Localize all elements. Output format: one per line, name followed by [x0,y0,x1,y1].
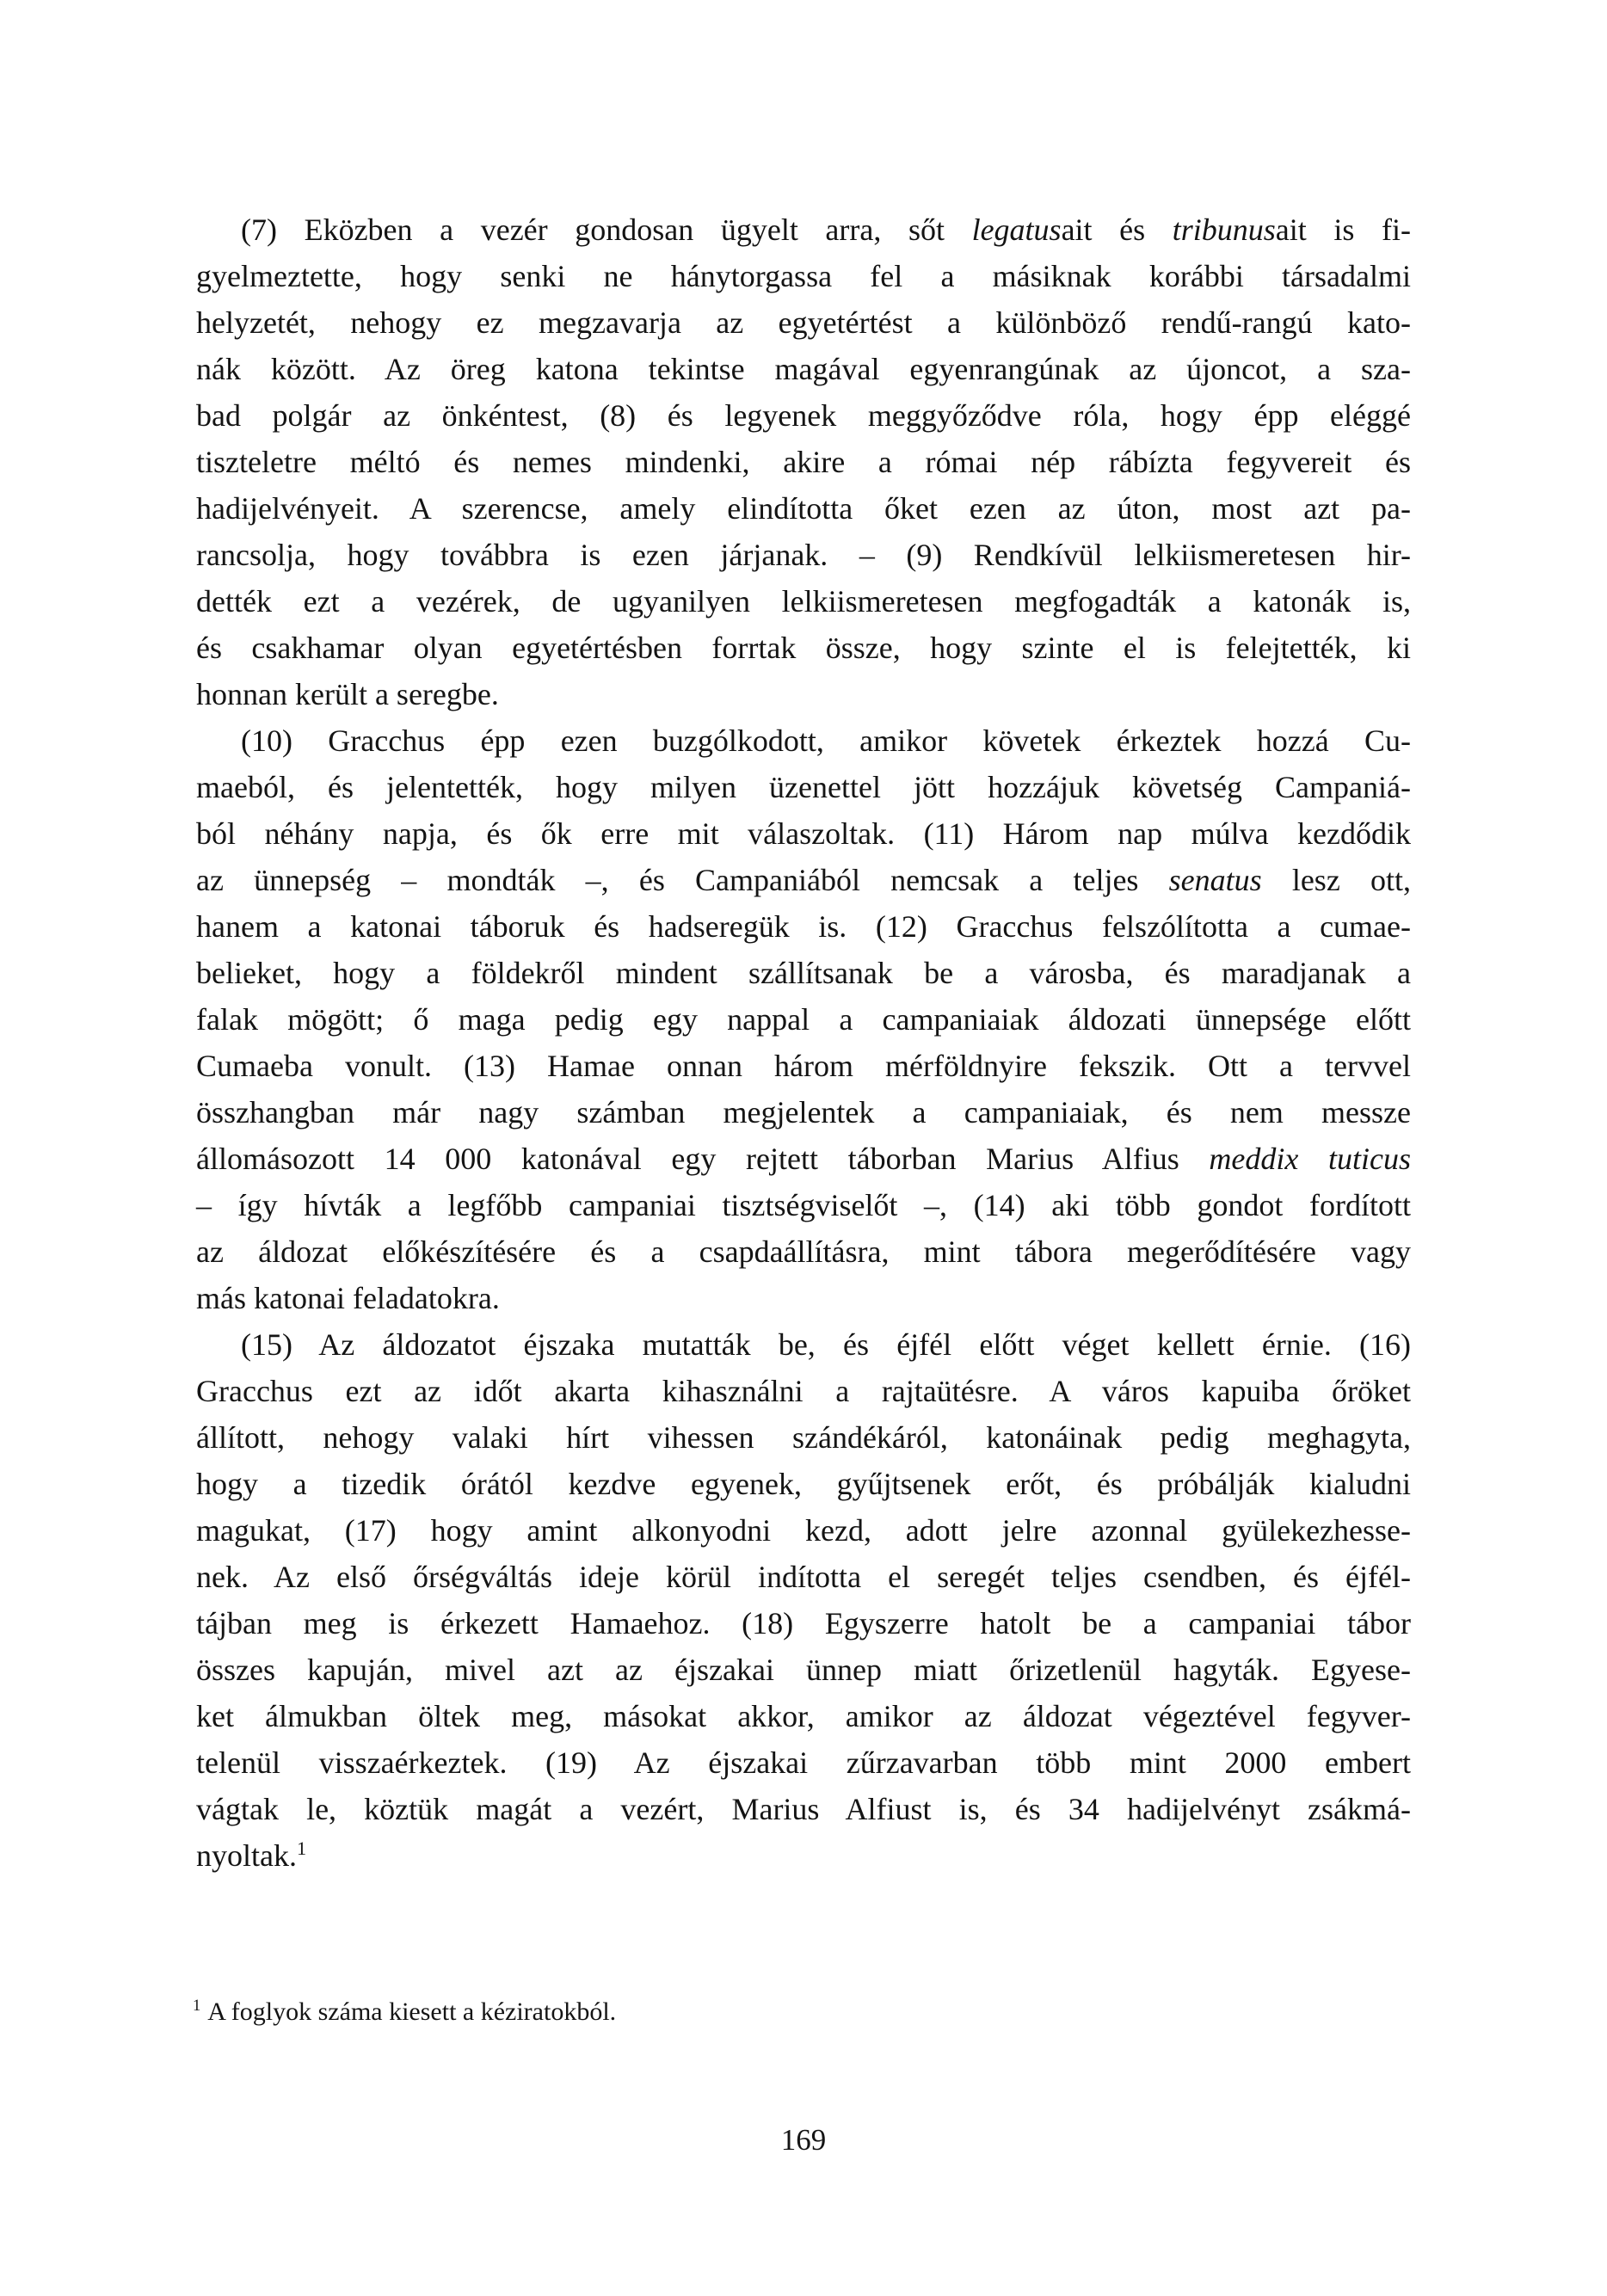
body-text [196,206,1411,1879]
text-line [196,439,1411,485]
text-segment: hanem a katonai táboruk és hadseregük is. (12) Gracchus felszólította a cumae- [196,909,1411,944]
text-segment: ból néhány napja, és ők erre mit válaszoltak. (11) Három nap múlva kezdődik [196,816,1411,851]
text-segment: – így hívták a legfőbb campaniai tisztségviselőt –, (14) aki több gondot fordított [196,1188,1411,1222]
text-segment: hadijelvényeit. A szerencse, amely elindította őket ezen az úton, most azt pa- [196,491,1411,526]
text-line [196,717,1411,764]
text-line [196,392,1411,439]
text-line [196,206,1411,253]
text-segment: telenül visszaérkeztek. (19) Az éjszakai zűrzavarban több mint 2000 embert [196,1745,1411,1780]
text-line [196,1368,1411,1414]
text-segment: összhangban már nagy számban megjelentek a campaniaiak, és nem messze [196,1095,1411,1130]
text-segment: nek. Az első őrségváltás ideje körül indította el seregét teljes csendben, és éjfél- [196,1560,1411,1594]
latin-term: meddix tuticus [1209,1142,1411,1176]
text-line [196,764,1411,810]
text-segment: ait is fi- [1275,212,1411,247]
text-segment: összes kapuján, mivel azt az éjszakai ünnep miatt őrizetlenül hagyták. Egyese- [196,1653,1411,1687]
text-line [196,1321,1411,1368]
text-segment: nyoltak. [196,1838,297,1873]
text-line [196,346,1411,392]
text-line [196,1043,1411,1089]
text-segment: bad polgár az önkéntest, (8) és legyenek meggyőződve róla, hogy épp eléggé [196,398,1411,433]
text-segment: falak mögött; ő maga pedig egy nappal a campaniaiak áldozati ünnepsége előtt [196,1002,1411,1037]
text-segment: más katonai feladatokra. [196,1281,500,1315]
paragraph [196,1321,1411,1879]
text-segment: belieket, hogy a földekről mindent szállítsanak be a városba, és maradjanak a [196,956,1411,990]
text-segment: magukat, (17) hogy amint alkonyodni kezd, adott jelre azonnal gyülekezhesse- [196,1513,1411,1548]
text-line [196,857,1411,903]
text-segment: Cumaeba vonult. (13) Hamae onnan három mérföldnyire fekszik. Ott a tervvel [196,1049,1411,1083]
text-segment: állított, nehogy valaki hírt vihessen szándékáról, katonáinak pedig meghagyta, [196,1420,1411,1455]
text-line [196,1461,1411,1507]
text-line [196,1089,1411,1136]
text-line [196,671,1411,717]
text-line [196,1647,1411,1693]
text-line [196,1136,1411,1182]
text-segment: hogy a tizedik órától kezdve egyenek, gyűjtsenek erőt, és próbálják kialudni [196,1467,1411,1501]
text-line [196,1832,1411,1879]
text-line [196,950,1411,996]
text-segment: honnan került a seregbe. [196,677,499,711]
text-line [196,1507,1411,1554]
text-segment: az ünnepség – mondták –, és Campaniából nemcsak a teljes [196,863,1169,897]
text-line [196,1739,1411,1786]
text-segment: tájban meg is érkezett Hamaehoz. (18) Egyszerre hatolt be a campaniai tábor [196,1606,1411,1640]
footnote-reference: 1 [296,1837,307,1859]
paragraph [196,206,1411,717]
text-segment: (10) Gracchus épp ezen buzgólkodott, amikor követek érkeztek hozzá Cu- [241,723,1411,758]
text-line [196,1693,1411,1739]
text-line [196,578,1411,625]
text-segment: nák között. Az öreg katona tekintse magával egyenrangúnak az újoncot, a sza- [196,352,1411,386]
paragraph [196,717,1411,1321]
text-segment: állomásozott 14 000 katonával egy rejtett táborban Marius Alfius [196,1142,1210,1176]
text-segment: helyzetét, nehogy ez megzavarja az egyetértést a különböző rendű-rangú kato- [196,305,1411,340]
footnote-text: A foglyok száma kiesett a kéziratokból. [207,1997,617,2026]
latin-term: senatus [1168,863,1262,897]
text-line [196,996,1411,1043]
text-line [196,1182,1411,1228]
text-line [196,1600,1411,1647]
text-segment: az áldozat előkészítésére és a csapdaállításra, mint tábora megerődítésére vagy [196,1234,1411,1269]
latin-term: tribunus [1172,212,1276,247]
text-segment: (7) Eközben a vezér gondosan ügyelt arra, sőt [241,212,972,247]
text-line [196,299,1411,346]
text-segment: ket álmukban öltek meg, másokat akkor, amikor az áldozat végeztével fegyver- [196,1699,1411,1733]
text-segment: dették ezt a vezérek, de ugyanilyen lelkiismeretesen megfogadták a katonák is, [196,584,1411,619]
text-segment: gyelmeztette, hogy senki ne hánytorgassa fel a másiknak korábbi társadalmi [196,259,1411,293]
text-line [196,810,1411,857]
text-line [196,1554,1411,1600]
text-line [196,1275,1411,1321]
text-line [196,1414,1411,1461]
text-segment: vágtak le, köztük magát a vezért, Marius Alfiust is, és 34 hadijelvényt zsákmá- [196,1792,1411,1826]
text-segment: (15) Az áldozatot éjszaka mutatták be, és éjfél előtt véget kellett érnie. (16) [241,1327,1411,1362]
text-line [196,903,1411,950]
text-line [196,253,1411,299]
text-line [196,485,1411,532]
page-number: 169 [780,2123,827,2157]
text-segment: rancsolja, hogy továbbra is ezen járjanak. – (9) Rendkívül lelkiismeretesen hir- [196,538,1411,572]
latin-term: legatus [971,212,1062,247]
text-line [196,532,1411,578]
text-segment: maeból, és jelentették, hogy milyen üzenettel jött hozzájuk követség Campaniá- [196,770,1411,804]
text-segment: és csakhamar olyan egyetértésben forrtak össze, hogy szinte el is felejtették, ki [196,631,1411,665]
text-segment: tiszteletre méltó és nemes mindenki, akire a római nép rábízta fegyvereit és [196,445,1411,479]
text-segment: Gracchus ezt az időt akarta kihasználni a rajtaütésre. A város kapuiba őröket [196,1374,1411,1408]
footnote-marker: 1 [193,1997,201,2015]
text-line [196,1228,1411,1275]
text-line [196,625,1411,671]
footnote [193,1994,1407,2030]
text-segment: lesz ott, [1261,863,1411,897]
text-line [196,1786,1411,1832]
text-segment: ait és [1061,212,1173,247]
